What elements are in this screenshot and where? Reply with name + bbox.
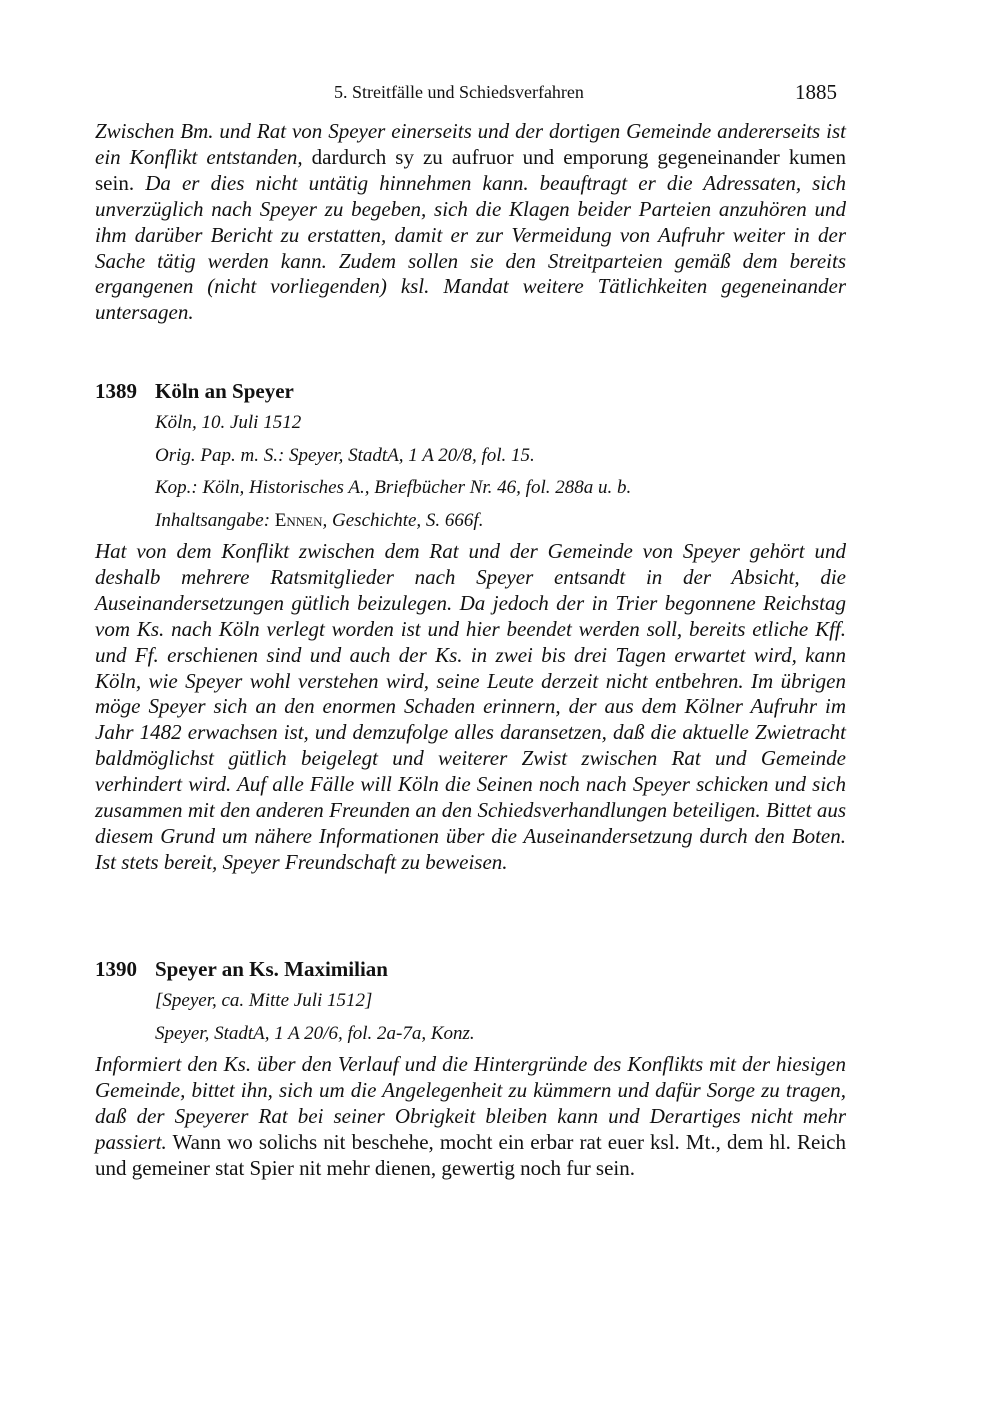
- intro-italic-2: Da er dies nicht untätig hinnehmen kann. beauftragt er die Adressaten, sich unverzüglich nach Speyer zu begeben, sich die Klagen beider Parteien anzuhören und ihm darüber Bericht zu erstatten, damit er zur Vermeidung von Aufruhr weiter in der Sache tätig werden kann. Zudem sollen sie den Streitparteien gemäß dem bereits ergangenen (nicht vorliegenden) ksl. Mandat weitere Tätlichkeiten gegeneinander untersagen.: [95, 170, 847, 325]
- document-copy-source: Kop.: Köln, Historisches A., Briefbücher Nr. 46, fol. 288a u. b.: [155, 477, 632, 498]
- intro-paragraph: [95, 119, 846, 326]
- document-original-source: Orig. Pap. m. S.: Speyer, StadtA, 1 A 20/8, fol. 15.: [155, 444, 535, 466]
- document-heading: [95, 378, 846, 404]
- document-body-italic: Hat von dem Konflikt zwischen dem Rat und der Gemeinde von Speyer gehört und deshalb mehrere Ratsmitglieder nach Speyer entsandt in der Absicht, die Auseinandersetzungen gütlich beizulegen. Da jedoch der in Trier begonnene Reichstag vom Ks. nach Köln verlegt worden ist und hier beendet werden soll, bereits etliche Kff. und Ff. erschienen sind und auch der Ks. in zwei bis drei Tagen erwartet wird, kann Köln, wie Speyer wohl verstehen wird, seine Leute derzeit nicht entbehren. Im übrigen möge Speyer sich an den enormen Schaden erinnern, der aus dem Kölner Aufruhr im Jahr 1482 erwachsen ist, und demzufolge alles daransetzen, daß die aktuelle Zwietracht baldmöglichst gütlich beigelegt und weiterer Zwist zwischen Rat und Gemeinde verhindert wird. Auf alle Fälle will Köln die Seinen noch nach Speyer schicken und sich zusammen mit den anderen Freunden an den Schiedsverhandlungen beteiligen. Bittet aus diesem Grund um nähere Informationen über die Auseinandersetzung durch den Boten. Ist stets bereit, Speyer Freundschaft zu beweisen.: [95, 539, 846, 874]
- document-body: [95, 539, 846, 876]
- summary-author: Ennen: [274, 509, 323, 531]
- document-source: Speyer, StadtA, 1 A 20/6, fol. 2a-7a, Konz.: [155, 1022, 475, 1044]
- document-place-date: [Speyer, ca. Mitte Juli 1512]: [155, 990, 373, 1011]
- summary-ref: , Geschichte, S. 666f.: [322, 509, 484, 531]
- document-summary-reference: [95, 505, 846, 538]
- intro-italic-1: Zwischen Bm. und Rat von Speyer einerseits und der dortigen Gemeinde andererseits ist ein Konflikt entstanden,: [95, 119, 846, 169]
- document-body-quote: Wann wo solichs nit beschehe, mocht ein erbar rat euer ksl. Mt., dem hl. Reich und gemeiner stat Spier nit mehr dienen, gewertig noch fur sein.: [95, 1129, 846, 1180]
- document-title: Köln an Speyer: [155, 379, 294, 403]
- document-body: [95, 1052, 846, 1182]
- document-body-italic: Informiert den Ks. über den Verlauf und die Hintergründe des Konflikts mit der hiesigen Gemeinde, bittet ihn, sich um die Angelegenheit zu kümmern und dafür Sorge zu tragen, daß der Speyerer Rat bei seiner Obrigkeit bleiben kann und Derartiges nicht mehr passiert.: [95, 1052, 846, 1154]
- document-entry-1389: [95, 378, 846, 876]
- document-title: Speyer an Ks. Maximilian: [155, 957, 388, 981]
- intro-quote: dardurch sy zu aufruor und emporung gegeneinander kumen sein.: [95, 144, 846, 195]
- summary-label: Inhaltsangabe:: [155, 509, 271, 531]
- intro-paragraph-block: [95, 119, 846, 326]
- page-number: 1885: [795, 80, 837, 104]
- chapter-title: 5. Streitfälle und Schiedsverfahren: [334, 82, 584, 102]
- document-number: 1390: [95, 957, 137, 981]
- running-head: [0, 80, 1004, 106]
- document-heading: [95, 956, 846, 982]
- document-number: 1389: [95, 379, 137, 403]
- document-place-date: Köln, 10. Juli 1512: [155, 412, 302, 433]
- document-entry-1390: [95, 956, 846, 1182]
